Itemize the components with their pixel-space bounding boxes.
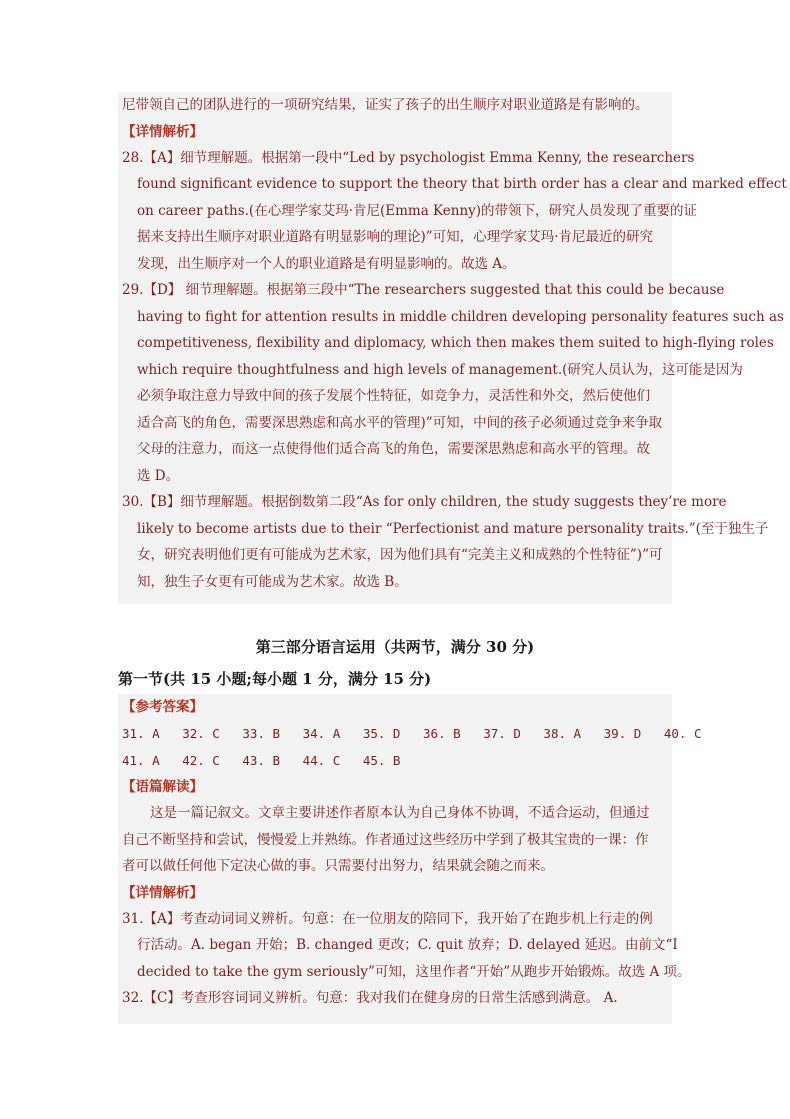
detail-analysis-tag-2: 【详情解析】 (122, 884, 203, 901)
subsection-title: 第一节(共 15 小题;每小题 1 分，满分 15 分) (118, 670, 432, 688)
passage-summary: 这是一篇记叙文。文章主要讲述作者原本认为自己身体不协调，不适合运动，但通过 自己不断坚持和尝试，慢慢爱上并熟练。作者通过这些经历中学到了极其宝贵的一课：作 者可以做任何他下定决心做的事。只需要付出努力，结果就会随之而来。 (122, 805, 650, 874)
question-29-explanation: 29.【D】 细节理解题。根据第三段中“The researchers suggested that this could be because having to fight for attention results in middle children developing personality features such as competitiveness, flexibility and diplomacy, which then makes them suited to high-flying roles which require thoughtfulness and high levels of management.(研究人员认为，这可能是因为 必须争取注意力导致中间的孩子发展个性特征，如竞争力，灵活性和外交，然后使他们 适合高飞的角色，需要深思熟虑和高水平的管理)”可知，中间的孩子必须通过竞争来争取 父母的注意力，而这一点使得他们适合高飞的角色，需要深思熟虑和高水平的管理。故 选 D。 (122, 282, 784, 484)
intro-line: 尼带领自己的团队进行的一项研究结果，证实了孩子的出生顺序对职业道路是有影响的。 (122, 97, 649, 113)
answers-row-2: 41. A 42. C 43. B 44. C 45. B (122, 753, 401, 768)
answers-row-1: 31. A 32. C 33. B 34. A 35. D 36. B 37. D 38. A 39. D 40. C (122, 726, 702, 741)
question-30-explanation: 30.【B】细节理解题。根据倒数第二段“As for only children, the study suggests they’re more likely to become artists due to their “Perfectionist and mature personality traits.”(至于独生子 女，研究表明他们更有可能成为艺术家，因为他们具有“完美主义和成熟的个性特征”)”可 知，独生子女更有可能成为艺术家。故选 B。 (122, 494, 769, 590)
analysis-block-bottom (118, 694, 702, 1024)
question-32-explanation: 32.【C】考查形容词词义辨析。句意：我对我们在健身房的日常生活感到满意。 A. (122, 990, 618, 1006)
passage-summary-tag: 【语篇解读】 (122, 779, 203, 795)
question-28-explanation: 28.【A】细节理解题。根据第一段中“Led by psychologist Emma Kenny, the researchers found significant evidence to support the theory that birth order has a clear and marked effect on career paths.(在心理学家艾玛·肯尼(Emma Kenny)的带领下，研究人员发现了重要的证 据来支持出生顺序对职业道路有明显影响的理论)”可知，心理学家艾玛·肯尼最近的研究 发现，出生顺序对一个人的职业道路是有明显影响的。故选 A。 (122, 149, 787, 272)
reference-answer-tag: 【参考答案】 (122, 699, 203, 715)
section-title: 第三部分语言运用（共两节，满分 30 分) (255, 638, 535, 656)
question-31-explanation: 31.【A】考查动词词义辨析。句意：在一位朋友的陪同下，我开始了在跑步机上行走的例 行活动。A. began 开始；B. changed 更改；C. quit 放弃；D. delayed 延迟。由前文“I decided to take the gym seriously”可知，这里作者“开始”从跑步开始锻炼。故选 A 项。 (122, 910, 691, 980)
analysis-block-top (118, 92, 787, 604)
detail-analysis-tag: 【详情解析】 (122, 123, 203, 140)
